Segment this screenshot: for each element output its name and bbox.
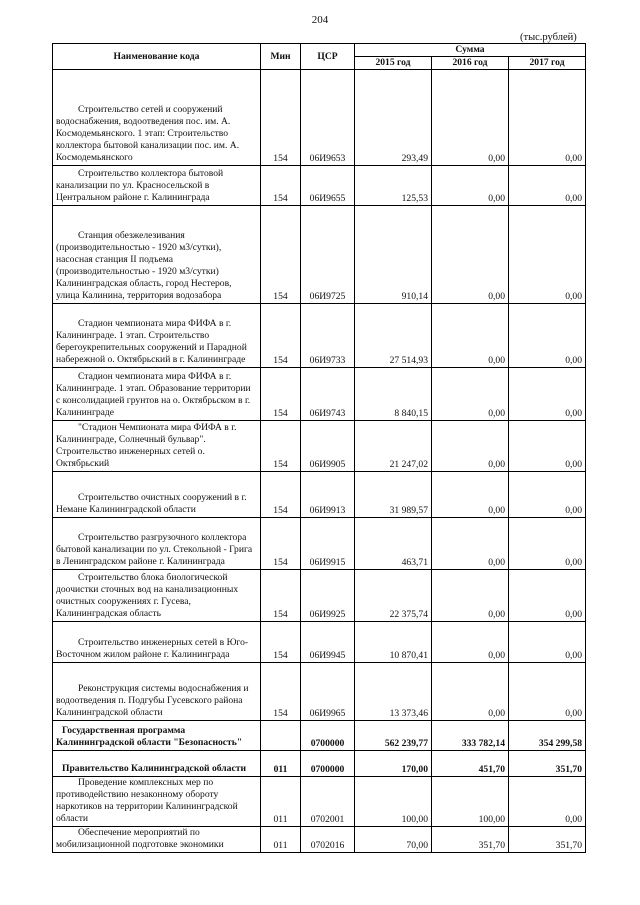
row-name: Проведение комплексных мер по противодействию незаконному обороту наркотиков на территории Калининградской области: [53, 777, 261, 827]
row-csr: 06И9925: [301, 570, 355, 622]
row-2016: 100,00: [432, 777, 509, 827]
row-2015: 463,71: [355, 518, 432, 570]
row-name: Строительство разгрузочного коллектора бытовой канализации по ул. Стекольной - Грига в Ленинградском районе г. Калининграда: [53, 518, 261, 570]
table-row: [53, 206, 586, 304]
row-name: Станция обезжелезивания (производительностью - 1920 м3/сутки), насосная станция II подъема (производительностью - 1920 м3/сутки) Калининградская область, город Нестеров, улица Калинина, территория водозабора: [53, 206, 261, 304]
row-csr: 06И9905: [301, 421, 355, 472]
row-name: Строительство инженерных сетей в Юго-Восточном жилом районе г. Калининграда: [53, 622, 261, 663]
row-name: Строительство коллектора бытовой канализации по ул. Красносельской в Центральном районе г. Калининграда: [53, 166, 261, 206]
row-2016: 0,00: [432, 206, 509, 304]
header-sum: Сумма: [355, 44, 586, 57]
row-2015: 100,00: [355, 777, 432, 827]
header-csr: ЦСР: [301, 44, 355, 70]
row-ministry: 154: [261, 206, 301, 304]
row-name: Строительство сетей и сооружений водоснабжения, водоотведения пос. им. А. Космодемьянского. 1 этап: Строительство коллектора бытовой канализации пос. им. А. Космодемьянского: [53, 70, 261, 166]
row-2015: 21 247,02: [355, 421, 432, 472]
row-ministry: 154: [261, 368, 301, 421]
row-2016: 0,00: [432, 166, 509, 206]
row-ministry: 154: [261, 166, 301, 206]
row-2015: 170,00: [355, 751, 432, 777]
row-csr: 0700000: [301, 721, 355, 751]
row-2017: 0,00: [509, 472, 586, 518]
row-2017: 0,00: [509, 368, 586, 421]
row-2017: 0,00: [509, 663, 586, 721]
header-ministry: Мин: [261, 44, 301, 70]
row-csr: 0702001: [301, 777, 355, 827]
row-2016: 0,00: [432, 368, 509, 421]
row-csr: 06И9733: [301, 304, 355, 368]
row-ministry: 154: [261, 70, 301, 166]
row-2015: 910,14: [355, 206, 432, 304]
table-row: [53, 827, 586, 853]
row-2017: 351,70: [509, 751, 586, 777]
row-csr: 06И9743: [301, 368, 355, 421]
table-row: [53, 570, 586, 622]
table-row: [53, 166, 586, 206]
row-csr: 06И9655: [301, 166, 355, 206]
row-2016: 0,00: [432, 472, 509, 518]
header-2016: 2016 год: [432, 57, 509, 70]
row-csr: 06И9965: [301, 663, 355, 721]
row-ministry: 154: [261, 622, 301, 663]
page-number: 204: [311, 14, 329, 26]
table-row-program: [53, 721, 586, 751]
table-row: [53, 70, 586, 166]
row-2015: 22 375,74: [355, 570, 432, 622]
row-ministry: 154: [261, 421, 301, 472]
row-2015: 8 840,15: [355, 368, 432, 421]
row-name: Обеспечение мероприятий по мобилизационной подготовке экономики: [53, 827, 261, 853]
row-2016: 0,00: [432, 570, 509, 622]
row-2016: 0,00: [432, 70, 509, 166]
budget-table: [52, 43, 586, 853]
table-row: [53, 421, 586, 472]
row-2017: 0,00: [509, 166, 586, 206]
row-ministry: 011: [261, 777, 301, 827]
row-2015: 562 239,77: [355, 721, 432, 751]
row-2015: 31 989,57: [355, 472, 432, 518]
row-name: Строительство блока биологической доочистки сточных вод на канализационных очистных сооружениях г. Гусева, Калининградская область: [53, 570, 261, 622]
row-2016: 333 782,14: [432, 721, 509, 751]
row-2017: 0,00: [509, 70, 586, 166]
table-row: [53, 663, 586, 721]
table-row: [53, 518, 586, 570]
header-name: Наименование кода: [53, 44, 261, 70]
row-csr: 0702016: [301, 827, 355, 853]
row-2016: 451,70: [432, 751, 509, 777]
row-2015: 70,00: [355, 827, 432, 853]
table-row: [53, 622, 586, 663]
row-2017: 0,00: [509, 518, 586, 570]
table-row: [53, 777, 586, 827]
row-name: Государственная программа Калининградской области "Безопасность": [53, 721, 261, 751]
row-2017: 0,00: [509, 304, 586, 368]
row-ministry: 011: [261, 751, 301, 777]
row-csr: 06И9913: [301, 472, 355, 518]
table-row-ministry: [53, 751, 586, 777]
row-ministry: 154: [261, 472, 301, 518]
row-2016: 0,00: [432, 622, 509, 663]
row-name: Правительство Калининградской области: [53, 751, 261, 777]
row-csr: 0700000: [301, 751, 355, 777]
row-2017: 351,70: [509, 827, 586, 853]
row-ministry: 154: [261, 663, 301, 721]
row-ministry: [261, 721, 301, 751]
row-2017: 0,00: [509, 206, 586, 304]
row-2015: 13 373,46: [355, 663, 432, 721]
row-ministry: 011: [261, 827, 301, 853]
row-name: "Стадион Чемпионата мира ФИФА в г. Калининграде, Солнечный бульвар". Строительство инженерных сетей о. Октябрьский: [53, 421, 261, 472]
row-csr: 06И9653: [301, 70, 355, 166]
row-csr: 06И9725: [301, 206, 355, 304]
units-note: (тыс.рублей): [520, 32, 577, 43]
row-ministry: 154: [261, 304, 301, 368]
row-csr: 06И9945: [301, 622, 355, 663]
row-2015: 10 870,41: [355, 622, 432, 663]
row-ministry: 154: [261, 518, 301, 570]
row-name: Строительство очистных сооружений в г. Немане Калининградской области: [53, 472, 261, 518]
row-2016: 0,00: [432, 663, 509, 721]
row-2017: 0,00: [509, 421, 586, 472]
row-2016: 0,00: [432, 304, 509, 368]
row-2017: 0,00: [509, 570, 586, 622]
row-2015: 293,49: [355, 70, 432, 166]
row-name: Реконструкция системы водоснабжения и водоотведения п. Подгубы Гусевского района Калининградской области: [53, 663, 261, 721]
row-csr: 06И9915: [301, 518, 355, 570]
table-row: [53, 472, 586, 518]
table-row: [53, 304, 586, 368]
row-2017: 0,00: [509, 777, 586, 827]
row-2017: 0,00: [509, 622, 586, 663]
row-ministry: 154: [261, 570, 301, 622]
header-2017: 2017 год: [509, 57, 586, 70]
header-2015: 2015 год: [355, 57, 432, 70]
row-2015: 27 514,93: [355, 304, 432, 368]
row-2017: 354 299,58: [509, 721, 586, 751]
row-name: Стадион чемпионата мира ФИФА в г. Калининграде. 1 этап. Образование территории с консолидацией грунтов на о. Октябрьском в г. Калининграде: [53, 368, 261, 421]
row-2016: 0,00: [432, 421, 509, 472]
row-2016: 0,00: [432, 518, 509, 570]
row-2016: 351,70: [432, 827, 509, 853]
row-2015: 125,53: [355, 166, 432, 206]
row-name: Стадион чемпионата мира ФИФА в г. Калининграде. 1 этап. Строительство берегоукрепительных сооружений и Парадной набережной о. Октябрьский в г. Калининграде: [53, 304, 261, 368]
table-row: [53, 368, 586, 421]
